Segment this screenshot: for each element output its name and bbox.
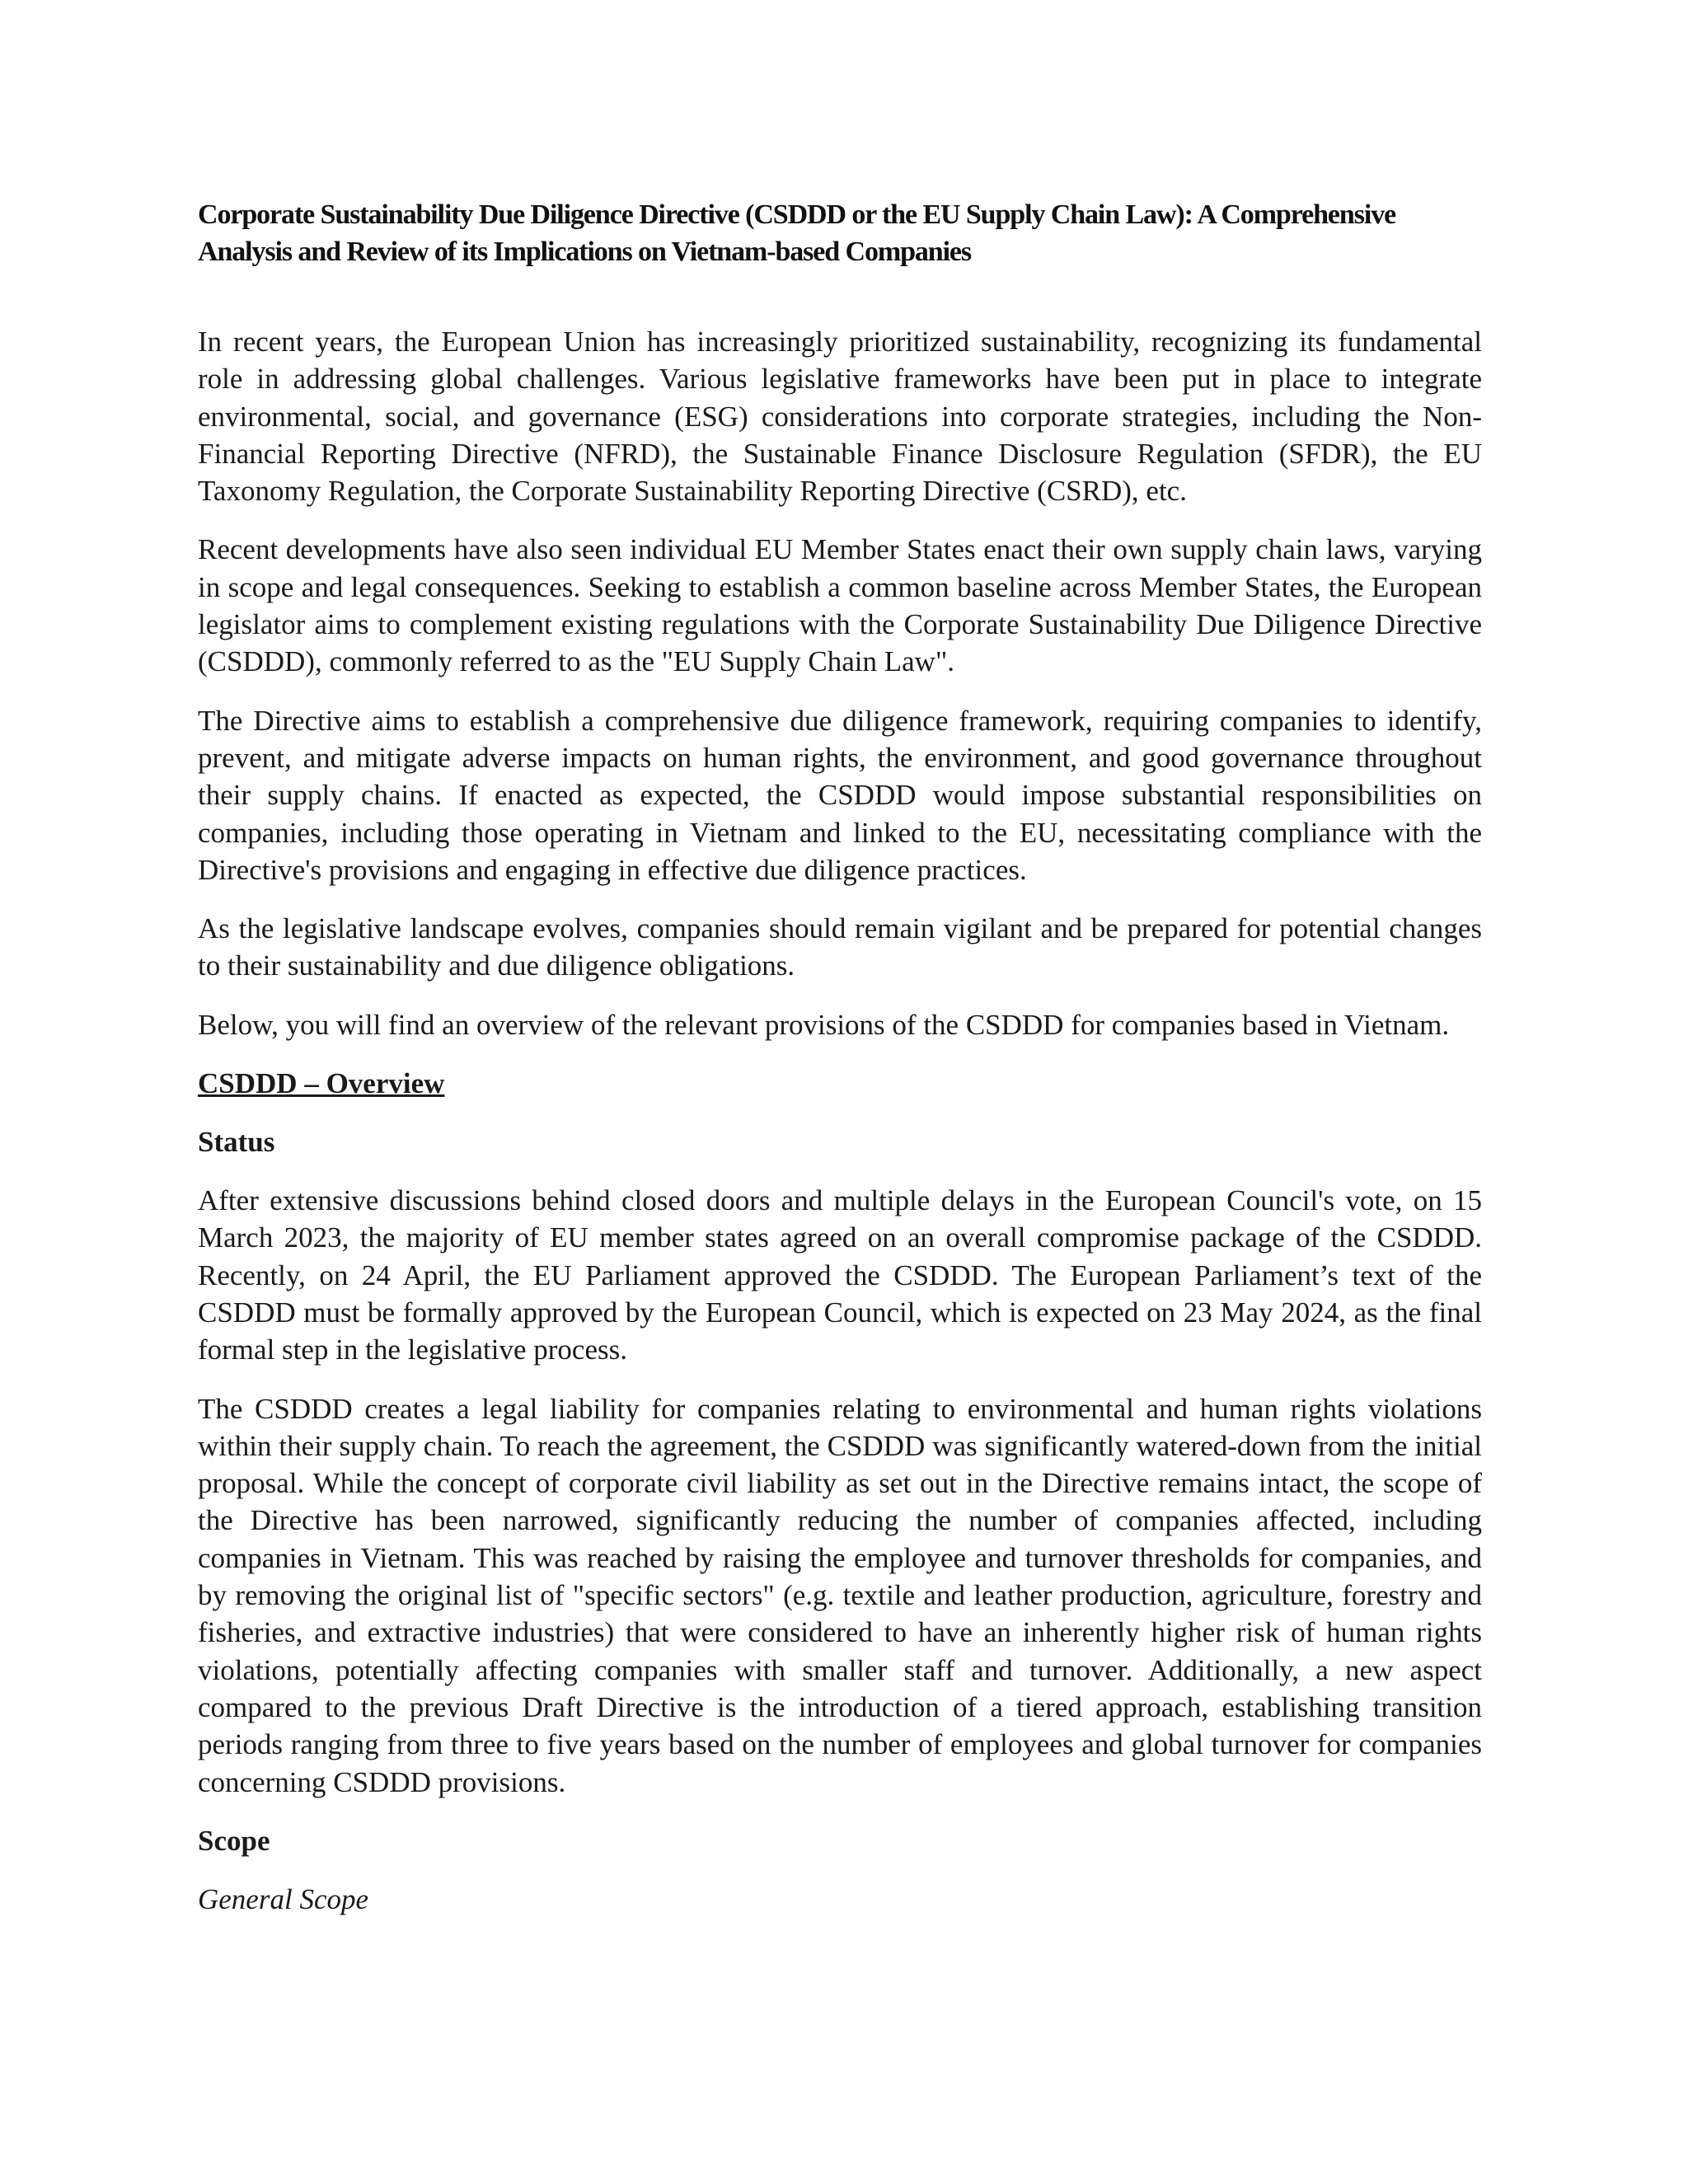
overview-heading: CSDDD – Overview (198, 1067, 445, 1100)
status-heading: Status (198, 1126, 275, 1159)
document-page (198, 196, 1482, 1939)
general-scope-heading: General Scope (198, 1882, 369, 1915)
intro-paragraph-5: Below, you will find an overview of the relevant provisions of the CSDDD for companies based in Vietnam. (198, 1008, 1450, 1041)
document-title: Corporate Sustainability Due Diligence Directive (CSDDD or the EU Supply Chain Law): A Comprehensive Analysis and Review of its Implications on Vietnam-based Companies (198, 199, 1396, 267)
status-paragraph-1: After extensive discussions behind closed doors and multiple delays in the European Council's vote, on 15 March 2023, the majority of EU member states agreed on an overall compromise package of the CSDDD. Recently, on 24 April, the EU Parliament approved the CSDDD. The European Parliament’s text of the CSDDD must be formally approved by the European Council, which is expected on 23 May 2024, as the final formal step in the legislative process. (198, 1184, 1482, 1366)
intro-paragraph-4: As the legislative landscape evolves, companies should remain vigilant and be prepared for potential changes to their sustainability and due diligence obligations. (198, 912, 1482, 982)
intro-paragraph-2: Recent developments have also seen individual EU Member States enact their own supply chain laws, varying in scope and legal consequences. Seeking to establish a common baseline across Member States, the European legislator aims to complement existing regulations with the Corporate Sustainability Due Diligence Directive (CSDDD), commonly referred to as the "EU Supply Chain Law". (198, 533, 1482, 678)
intro-paragraph-3: The Directive aims to establish a comprehensive due diligence framework, requiring companies to identify, prevent, and mitigate adverse impacts on human rights, the environment, and good governance throughout their supply chains. If enacted as expected, the CSDDD would impose substantial responsibilities on companies, including those operating in Vietnam and linked to the EU, necessitating compliance with the Directive's provisions and engaging in effective due diligence practices. (198, 704, 1482, 886)
status-paragraph-2: The CSDDD creates a legal liability for companies relating to environmental and human rights violations within their supply chain. To reach the agreement, the CSDDD was significantly watered-down from the initial proposal. While the concept of corporate civil liability as set out in the Directive remains intact, the scope of the Directive has been narrowed, significantly reducing the number of companies affected, including companies in Vietnam. This was reached by raising the employee and turnover thresholds for companies, and by removing the original list of "specific sectors" (e.g. textile and leather production, agriculture, forestry and fisheries, and extractive industries) that were considered to have an inherently higher risk of human rights violations, potentially affecting companies with smaller staff and turnover. Additionally, a new aspect compared to the previous Draft Directive is the introduction of a tiered approach, establishing transition periods ranging from three to five years based on the number of employees and global turnover for companies concerning CSDDD provisions. (198, 1392, 1482, 1798)
intro-paragraph-1: In recent years, the European Union has increasingly prioritized sustainability, recognizing its fundamental role in addressing global challenges. Various legislative frameworks have been put in place to integrate environmental, social, and governance (ESG) considerations into corporate strategies, including the Non-Financial Reporting Directive (NFRD), the Sustainable Finance Disclosure Regulation (SFDR), the EU Taxonomy Regulation, the Corporate Sustainability Reporting Directive (CSRD), etc. (198, 326, 1482, 508)
scope-heading: Scope (198, 1824, 270, 1857)
